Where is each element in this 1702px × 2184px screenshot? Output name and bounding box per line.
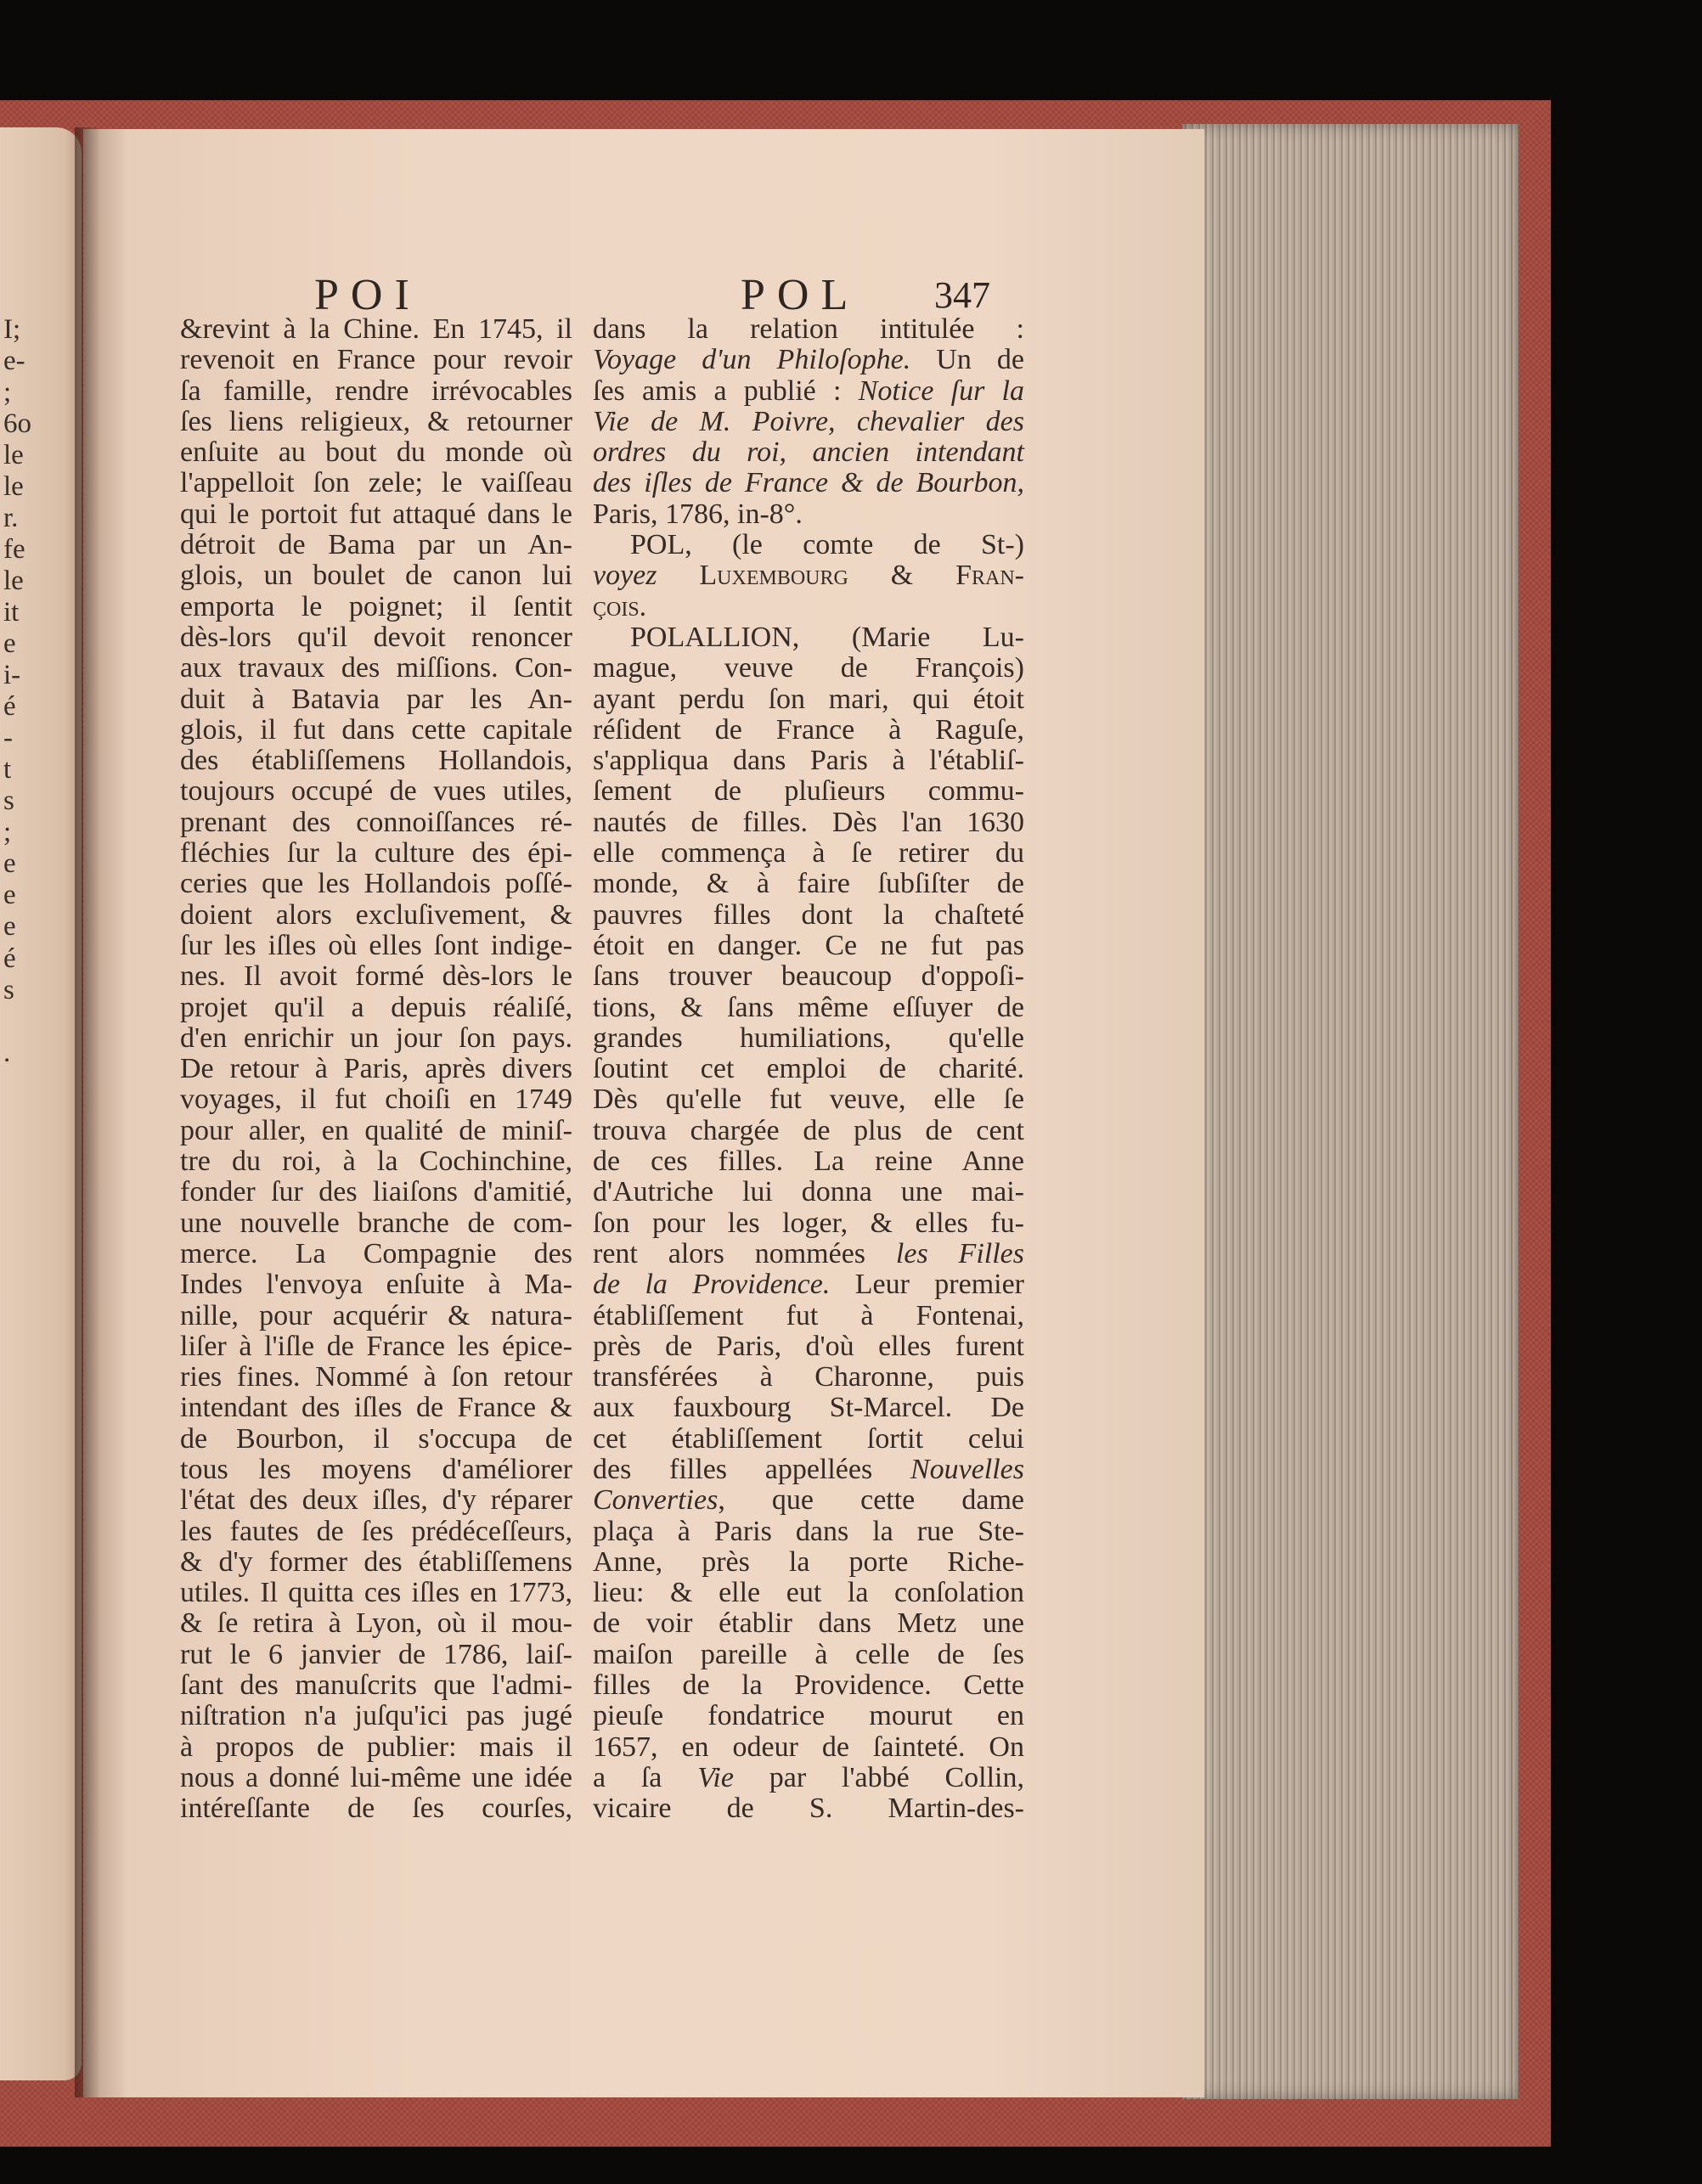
text-segment: par l'abbé Collin, — [733, 1761, 1024, 1793]
text-line — [180, 499, 572, 530]
text-segment: étoit en danger. Ce ne fut pas — [593, 929, 1024, 961]
italic-text: Nouvelles — [910, 1453, 1024, 1485]
text-line — [593, 1424, 1024, 1455]
margin-fragment: é — [3, 943, 16, 974]
text-segment: des établiſſemens Hollandois, — [180, 745, 572, 777]
text-segment: d'en enrichir un jour ſon pays. — [180, 1022, 572, 1054]
text-segment: les fautes de ſes prédéceſſeurs, — [180, 1515, 572, 1547]
text-line — [593, 376, 1024, 407]
text-line — [593, 1301, 1024, 1331]
text-line — [180, 1485, 572, 1516]
text-line — [593, 931, 1024, 961]
margin-fragment: le — [3, 440, 24, 471]
margin-fragment: é — [3, 691, 16, 723]
text-segment: emporta le poignet; il ſentit — [180, 590, 572, 622]
text-segment: ſans trouver beaucoup d'oppoſi- — [593, 960, 1024, 993]
text-line — [180, 1640, 572, 1670]
margin-fragment: ; — [3, 817, 12, 848]
text-segment: près de Paris, d'où elles furent — [593, 1330, 1024, 1362]
text-segment: utiles. Il quitta ces iſles en 1773, — [180, 1577, 572, 1609]
margin-fragment: e- — [3, 346, 25, 377]
text-line — [180, 1763, 572, 1793]
text-segment: enſuite au bout du monde où — [180, 436, 572, 469]
margin-fragment: . — [3, 1037, 11, 1068]
text-segment: détroit de Bama par un An- — [180, 529, 572, 561]
text-segment: vicaire de S. Martin-des- — [593, 1793, 1024, 1825]
text-segment: ſoutint cet emploi de charité. — [593, 1053, 1024, 1085]
text-line — [593, 961, 1024, 992]
text-line — [593, 499, 1024, 530]
text-line — [180, 1239, 572, 1269]
text-segment: POLALLION, (Marie Lu- — [630, 621, 1024, 653]
text-segment: nille, pour acquérir & natura- — [180, 1299, 572, 1331]
text-segment: ſa famille, rendre irrévocables — [180, 374, 572, 407]
text-line — [180, 653, 572, 684]
text-segment: De retour à Paris, après divers — [180, 1053, 572, 1085]
text-segment: tous les moyens d'améliorer — [180, 1453, 572, 1485]
text-segment: s'appliqua dans Paris à l'établiſ- — [593, 745, 1024, 777]
text-segment: à propos de publier: mais il — [180, 1731, 572, 1763]
italic-text: voyez — [593, 560, 657, 592]
text-segment: nes. Il avoit formé dès-lors le — [180, 960, 572, 993]
text-line — [593, 1640, 1024, 1670]
text-segment: aux travaux des miſſions. Con- — [180, 652, 572, 684]
text-segment: toujours occupé de vues utiles, — [180, 775, 572, 808]
text-line — [593, 1547, 1024, 1578]
text-segment: pauvres filles dont la chaſteté — [593, 898, 1024, 931]
text-line — [593, 684, 1024, 715]
text-segment: aux fauxbourg St-Marcel. De — [593, 1392, 1024, 1424]
text-segment: Indes l'envoya enſuite à Ma- — [180, 1269, 572, 1301]
text-segment: des filles appellées — [593, 1453, 910, 1485]
text-line — [593, 1177, 1024, 1207]
text-segment: dès-lors qu'il devoit renoncer — [180, 621, 572, 653]
text-line — [593, 1608, 1024, 1639]
margin-fragment: ; — [3, 377, 12, 408]
text-line — [180, 1362, 572, 1393]
margin-fragment: - — [3, 723, 13, 754]
text-segment: &revint à la Chine. En 1745, il — [180, 313, 572, 345]
text-segment: doient alors excluſivement, & — [180, 898, 572, 931]
text-line — [180, 468, 572, 498]
text-segment: ayant perdu ſon mari, qui étoit — [593, 683, 1024, 715]
text-line — [593, 592, 1024, 622]
text-segment: pieuſe fondatrice mourut en — [593, 1700, 1024, 1732]
margin-fragment: t — [3, 754, 12, 785]
text-line — [180, 1269, 572, 1300]
text-line — [593, 1023, 1024, 1054]
text-line — [180, 808, 572, 838]
text-line — [180, 1301, 572, 1331]
text-line — [180, 1177, 572, 1207]
text-line — [180, 437, 572, 468]
text-line — [593, 1393, 1024, 1423]
text-segment: glois, un boulet de canon lui — [180, 560, 572, 592]
text-segment: Leur premier — [830, 1269, 1024, 1301]
italic-text: Voyage d'un Philoſophe. — [593, 344, 911, 376]
text-line — [180, 1670, 572, 1701]
margin-fragment: s — [3, 785, 14, 817]
text-line — [180, 993, 572, 1023]
text-line — [593, 1732, 1024, 1763]
text-line — [180, 1116, 572, 1146]
italic-text: Vie de M. Poivre, chevalier des — [593, 405, 1024, 437]
italic-text: Notice ſur la — [858, 374, 1024, 407]
text-segment: , que cette dame — [718, 1484, 1024, 1517]
text-line — [180, 1793, 572, 1824]
text-segment: 1657, en odeur de ſainteté. On — [593, 1731, 1024, 1763]
text-line — [180, 345, 572, 375]
text-line — [180, 1455, 572, 1485]
text-segment: revenoit en France pour revoir — [180, 344, 572, 376]
text-line — [593, 407, 1024, 437]
text-segment: tions, & ſans même eſſuyer de — [593, 991, 1024, 1023]
text-line — [180, 931, 572, 961]
text-segment: d'Autriche lui donna une mai- — [593, 1176, 1024, 1208]
text-line — [593, 1208, 1024, 1239]
text-line — [593, 1116, 1024, 1146]
text-segment: rent alors nommées — [593, 1237, 896, 1269]
margin-fragment: it — [3, 597, 20, 628]
page-number: 347 — [934, 274, 990, 316]
text-line — [180, 1578, 572, 1608]
text-segment: filles de la Providence. Cette — [593, 1669, 1024, 1702]
text-line — [593, 900, 1024, 931]
text-line — [593, 1146, 1024, 1177]
text-segment: de Bourbon, il s'occupa de — [180, 1422, 572, 1455]
text-segment: tre du roi, à la Cochinchine, — [180, 1145, 572, 1178]
text-line — [593, 1517, 1024, 1547]
running-head-right: POL — [741, 271, 860, 319]
text-line — [593, 715, 1024, 746]
text-line — [593, 1269, 1024, 1300]
text-line — [180, 715, 572, 746]
text-segment: rut le 6 janvier de 1786, laiſ- — [180, 1638, 572, 1670]
margin-fragment: I; — [3, 314, 21, 345]
text-segment: nautés de filles. Dès l'an 1630 — [593, 806, 1024, 838]
running-head-left: POI — [314, 271, 421, 319]
text-segment: & d'y former des établiſſemens — [180, 1545, 572, 1578]
text-segment: voyages, il fut choiſi en 1749 — [180, 1084, 572, 1116]
text-line — [180, 622, 572, 653]
text-line — [180, 1701, 572, 1731]
text-line — [593, 869, 1024, 899]
text-line — [180, 961, 572, 992]
text-segment: elle commença à ſe retirer du — [593, 837, 1024, 870]
left-text-column — [180, 314, 572, 1825]
text-line — [593, 1239, 1024, 1269]
text-line — [180, 376, 572, 407]
text-line — [180, 746, 572, 776]
text-line — [180, 1331, 572, 1362]
text-line — [180, 592, 572, 622]
text-line — [180, 314, 572, 345]
text-line — [180, 1732, 572, 1763]
text-segment: plaça à Paris dans la rue Ste- — [593, 1515, 1024, 1547]
text-line — [593, 345, 1024, 375]
italic-text: Vie — [697, 1761, 734, 1793]
text-segment: ſes liens religieux, & retourner — [180, 405, 572, 437]
text-segment: fléchies ſur la culture des épi- — [180, 837, 572, 870]
text-line — [593, 622, 1024, 653]
right-text-column — [593, 314, 1024, 1825]
text-line — [180, 1084, 572, 1115]
italic-text: des iſles de France & de Bourbon, — [593, 467, 1024, 499]
text-line — [180, 530, 572, 560]
text-line — [593, 1084, 1024, 1115]
margin-fragment: r. — [3, 503, 19, 534]
text-segment: çois. — [593, 590, 647, 622]
text-segment: POL, (le comte de St-) — [630, 529, 1024, 561]
text-segment: lieu: & elle eut la conſolation — [593, 1577, 1024, 1609]
text-line — [593, 993, 1024, 1023]
text-line — [593, 530, 1024, 560]
margin-fragment: 6o — [3, 408, 31, 440]
text-line — [180, 1054, 572, 1084]
text-segment: ſant des manuſcrits que l'admi- — [180, 1669, 572, 1702]
text-segment: trouva chargée de plus de cent — [593, 1114, 1024, 1146]
text-segment: nous a donné lui-même une idée — [180, 1761, 572, 1793]
text-line — [593, 1763, 1024, 1793]
margin-fragment: le — [3, 566, 24, 597]
page-block-edges — [1182, 124, 1519, 2099]
text-segment: pour aller, en qualité de miniſ- — [180, 1114, 572, 1146]
margin-fragment: e — [3, 911, 16, 943]
text-line — [180, 838, 572, 869]
text-segment: merce. La Compagnie des — [180, 1237, 572, 1269]
text-segment: une nouvelle branche de com- — [180, 1207, 572, 1239]
italic-text: ordres du roi, ancien intendant — [593, 436, 1024, 469]
text-segment: maiſon pareille à celle de ſes — [593, 1638, 1024, 1670]
text-segment: l'état des deux iſles, d'y réparer — [180, 1484, 572, 1517]
text-line — [593, 1670, 1024, 1701]
text-line — [593, 1054, 1024, 1084]
text-segment: Luxembourg & Fran- — [657, 560, 1024, 592]
text-line — [593, 838, 1024, 869]
italic-text: de la Providence. — [593, 1269, 831, 1301]
text-line — [593, 1485, 1024, 1516]
text-segment: fonder ſur des liaiſons d'amitié, — [180, 1176, 572, 1208]
text-segment: Dès qu'elle fut veuve, elle ſe — [593, 1084, 1024, 1116]
text-segment: & ſe retira à Lyon, où il mou- — [180, 1607, 572, 1640]
margin-fragment: e — [3, 628, 16, 660]
text-line — [180, 1608, 572, 1639]
text-segment: duit à Batavia par les An- — [180, 683, 572, 715]
text-segment: établiſſement fut à Fontenai, — [593, 1299, 1024, 1331]
text-segment: Paris, 1786, in-8°. — [593, 498, 803, 530]
text-segment: ries fines. Nommé à ſon retour — [180, 1361, 572, 1393]
text-segment: ſement de pluſieurs commu- — [593, 775, 1024, 808]
margin-fragment: fe — [3, 534, 25, 566]
text-segment: liſer à l'iſle de France les épice- — [180, 1330, 572, 1362]
text-segment: niſtration n'a juſqu'ici pas jugé — [180, 1700, 572, 1732]
text-segment: a ſa — [593, 1761, 698, 1793]
text-line — [593, 437, 1024, 468]
text-segment: dans la relation intitulée : — [593, 313, 1024, 345]
margin-fragment: le — [3, 471, 24, 503]
text-segment: monde, & à faire ſubſiſter de — [593, 868, 1024, 900]
text-segment: Anne, près la porte Riche- — [593, 1545, 1024, 1578]
text-line — [180, 1208, 572, 1239]
text-segment: intéreſſante de ſes courſes, — [180, 1793, 572, 1825]
text-line — [593, 1362, 1024, 1393]
text-line — [593, 746, 1024, 776]
text-line — [593, 808, 1024, 838]
text-segment: projet qu'il a depuis réaliſé, — [180, 991, 572, 1023]
text-segment: Un de — [910, 344, 1024, 376]
text-line — [180, 1146, 572, 1177]
text-line — [180, 1393, 572, 1423]
text-segment: cet établiſſement ſortit celui — [593, 1422, 1024, 1455]
text-line — [593, 1701, 1024, 1731]
margin-fragment: i- — [3, 660, 21, 691]
text-segment: réſident de France à Raguſe, — [593, 713, 1024, 746]
text-line — [180, 900, 572, 931]
text-line — [593, 314, 1024, 345]
text-segment: de ces filles. La reine Anne — [593, 1145, 1024, 1178]
text-segment: prenant des connoiſſances ré- — [180, 806, 572, 838]
text-segment: mague, veuve de François) — [593, 652, 1024, 684]
text-line — [180, 1424, 572, 1455]
text-segment: ſes amis a publié : — [593, 374, 859, 407]
text-segment: ſon pour les loger, & elles fu- — [593, 1207, 1024, 1239]
text-line — [180, 684, 572, 715]
text-line — [180, 407, 572, 437]
gutter-shadow — [75, 127, 100, 2097]
text-segment: qui le portoit fut attaqué dans le — [180, 498, 572, 530]
text-segment: grandes humiliations, qu'elle — [593, 1022, 1024, 1054]
text-line — [593, 468, 1024, 498]
text-line — [593, 1793, 1024, 1824]
text-segment: ſur les iſles où elles ſont indige- — [180, 929, 572, 961]
text-segment: l'appelloit ſon zele; le vaiſſeau — [180, 467, 572, 499]
margin-fragment: s — [3, 974, 14, 1005]
text-line — [180, 776, 572, 807]
text-line — [180, 1547, 572, 1578]
text-line — [180, 1517, 572, 1547]
margin-fragment: e — [3, 880, 16, 911]
italic-text: les Filles — [895, 1237, 1024, 1269]
text-segment: ceries que les Hollandois poſſé- — [180, 868, 572, 900]
margin-fragment: e — [3, 848, 16, 880]
text-line — [593, 1331, 1024, 1362]
italic-text: Converties — [593, 1484, 719, 1517]
text-segment: de voir établir dans Metz une — [593, 1607, 1024, 1640]
text-segment: transférées à Charonne, puis — [593, 1361, 1024, 1393]
text-line — [180, 560, 572, 591]
text-segment: glois, il fut dans cette capitale — [180, 713, 572, 746]
text-line — [180, 1023, 572, 1054]
text-line — [593, 776, 1024, 807]
text-line — [180, 869, 572, 899]
text-line — [593, 560, 1024, 591]
text-line — [593, 653, 1024, 684]
text-line — [593, 1578, 1024, 1608]
text-line — [593, 1455, 1024, 1485]
text-segment: intendant des iſles de France & — [180, 1392, 572, 1424]
